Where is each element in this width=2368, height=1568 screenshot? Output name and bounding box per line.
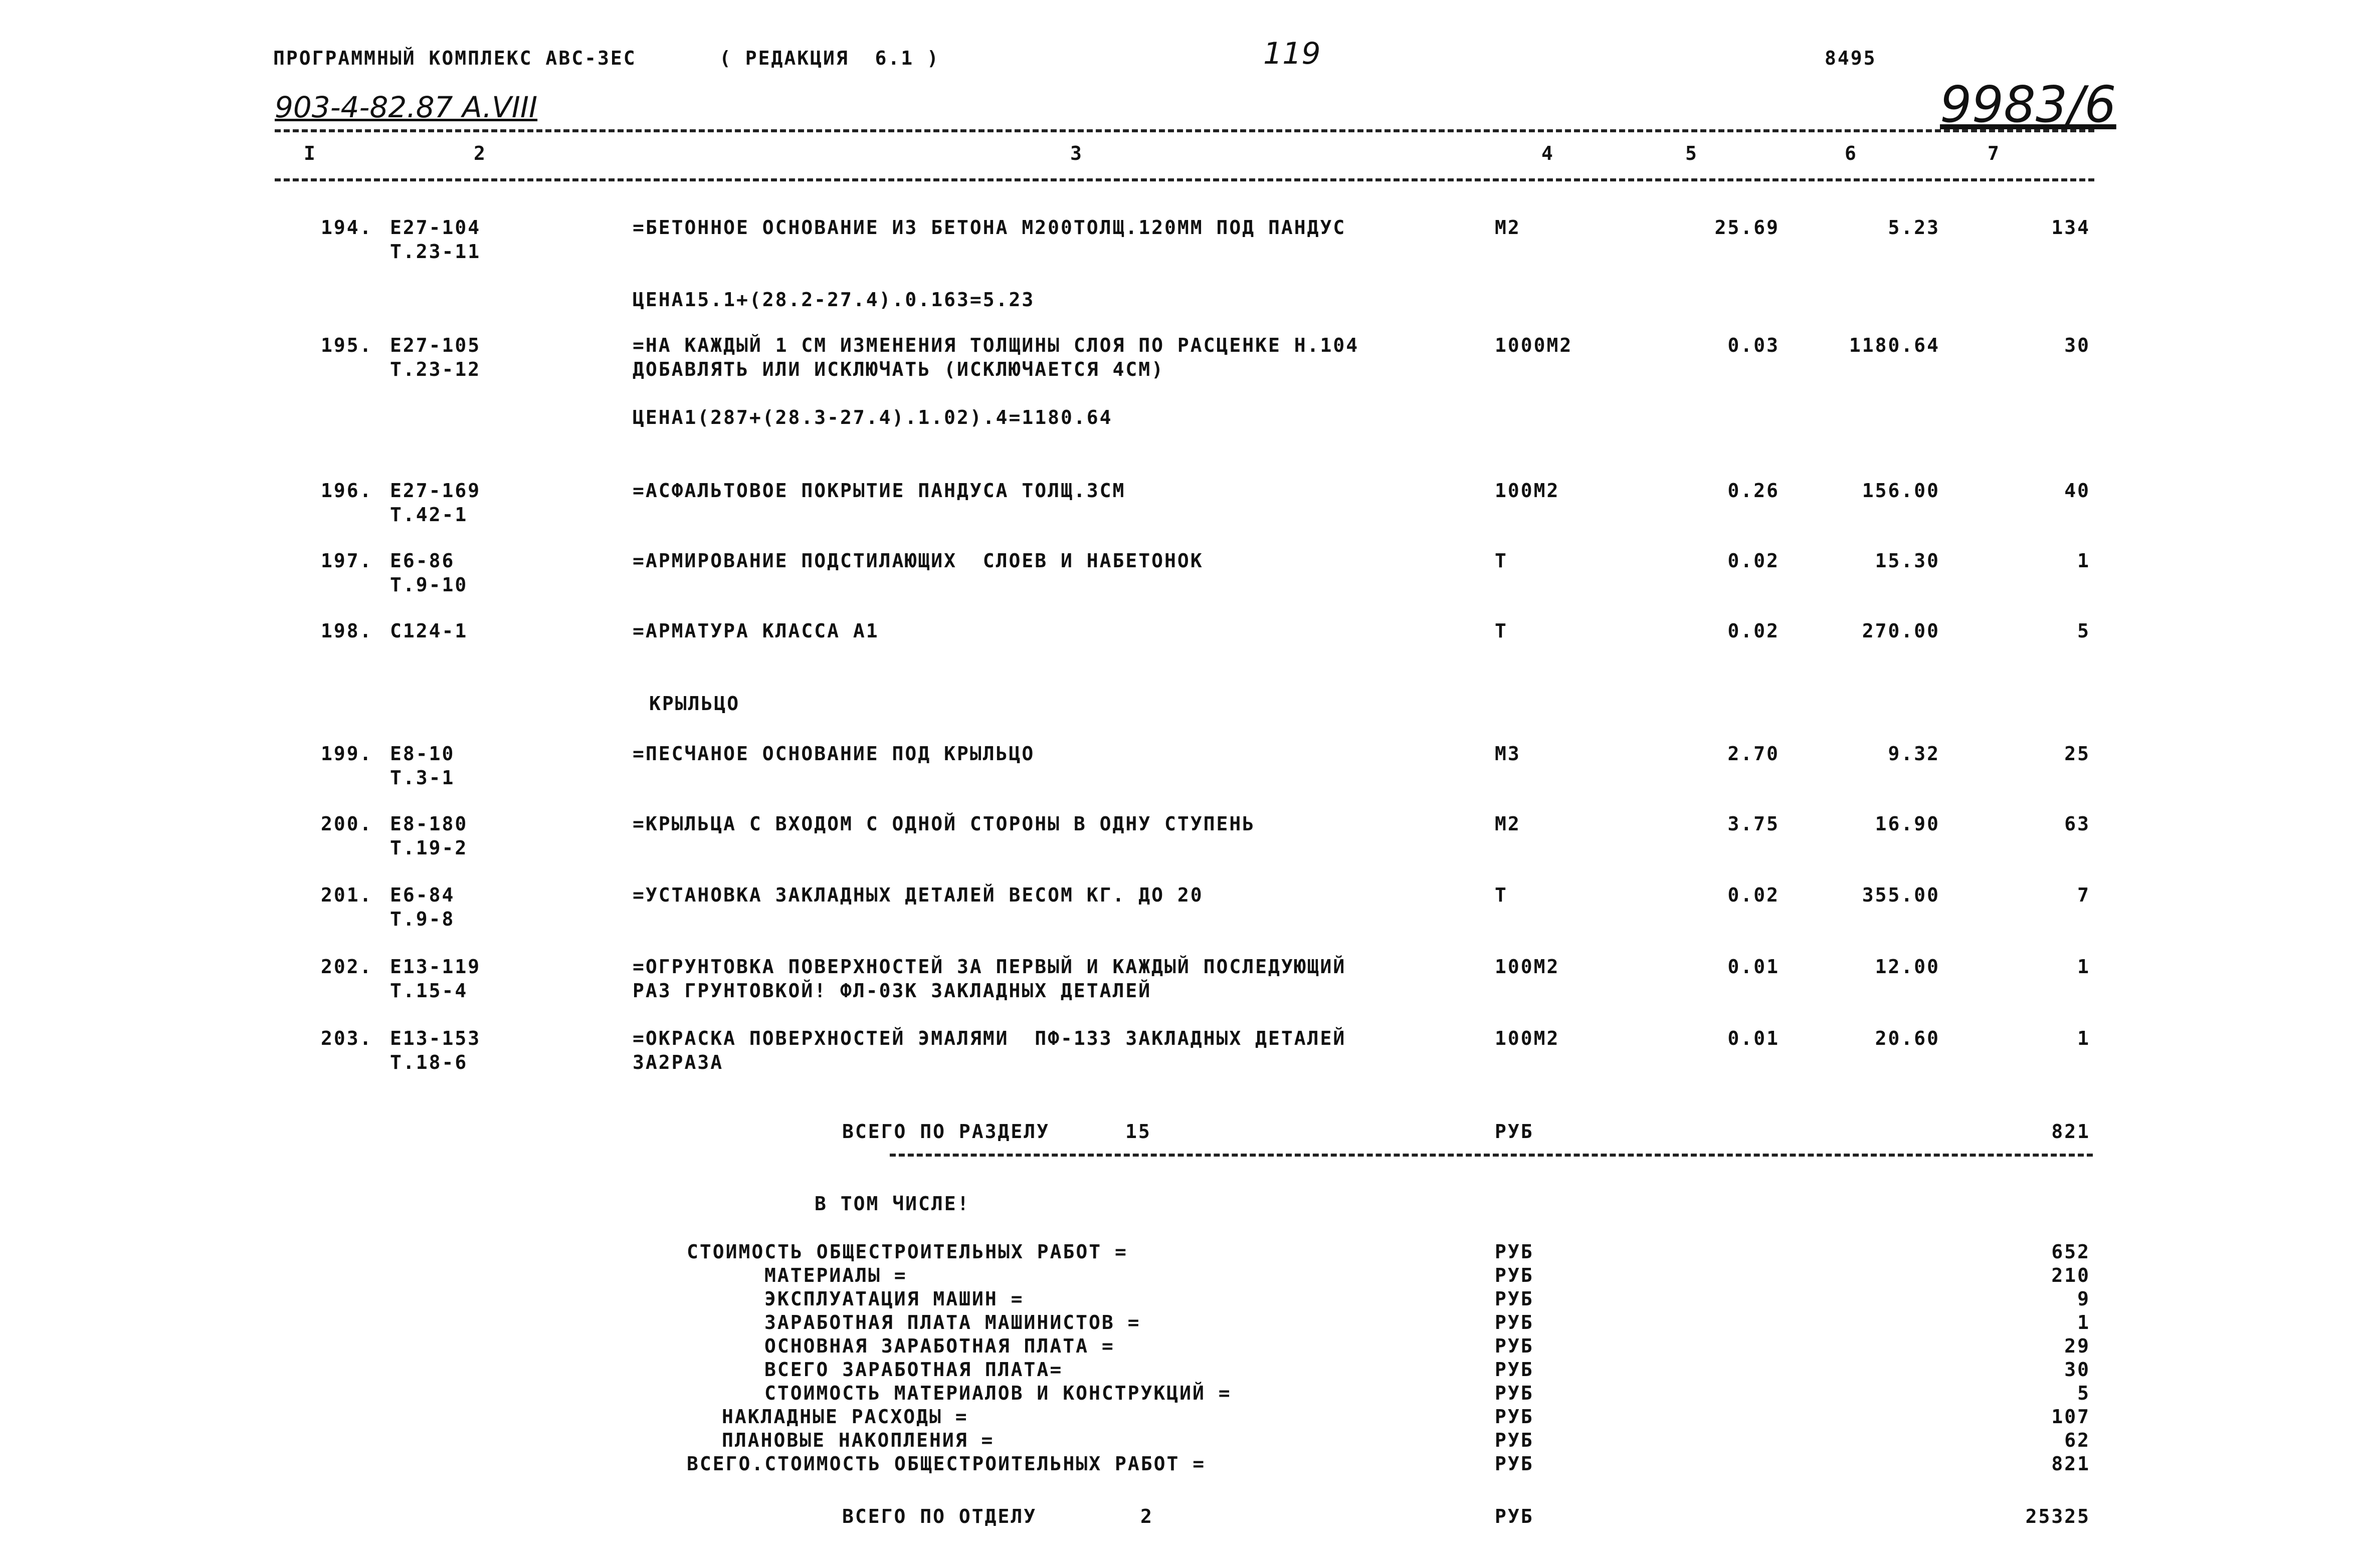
- row-quantity: 0.01: [1727, 1027, 1780, 1049]
- row-quantity: 3.75: [1727, 813, 1780, 835]
- row-number: 198.: [321, 620, 373, 642]
- breakdown-unit: РУБ: [1495, 1241, 1534, 1263]
- row-subcode: T.9-10: [390, 574, 468, 596]
- row-number: 203.: [321, 1027, 373, 1049]
- col-header-2: 2: [474, 142, 487, 164]
- row-quantity: 0.02: [1727, 884, 1780, 906]
- breakdown-unit: РУБ: [1495, 1264, 1534, 1286]
- row-total: 63: [2064, 813, 2090, 835]
- row-unit-price: 5.23: [1888, 216, 1940, 239]
- row-description-line: =ОГРУНТОВКА ПОВЕРХНОСТЕЙ ЗА ПЕРВЫЙ И КАЖДЫЙ ПОСЛЕДУЮЩИЙ: [633, 956, 1346, 978]
- program-title: ПРОГРАММНЫЙ КОМПЛЕКС АВС-3ЕС: [273, 47, 637, 69]
- row-description-line: РАЗ ГРУНТОВКОЙ! ФЛ-03К ЗАКЛАДНЫХ ДЕТАЛЕЙ: [633, 980, 1152, 1002]
- row-description-line: =КРЫЛЬЦА С ВХОДОМ С ОДНОЙ СТОРОНЫ В ОДНУ СТУПЕНЬ: [633, 813, 1256, 835]
- row-unit: T: [1495, 550, 1508, 572]
- row-code: E27-105: [390, 334, 481, 356]
- row-unit-price: 12.00: [1875, 956, 1940, 978]
- row-total: 1: [2077, 956, 2090, 978]
- row-description-line: ЦЕНА1(287+(28.3-27.4).1.02).4=1180.64: [633, 406, 1113, 428]
- breakdown-unit: РУБ: [1495, 1288, 1534, 1310]
- row-description-line: =ПЕСЧАНОЕ ОСНОВАНИЕ ПОД КРЫЛЬЦО: [633, 743, 1035, 765]
- row-number: 194.: [321, 216, 373, 239]
- col-header-3: 3: [1070, 142, 1083, 164]
- row-unit: 100M2: [1495, 480, 1560, 502]
- row-unit: 1000M2: [1495, 334, 1573, 356]
- breakdown-unit: РУБ: [1495, 1311, 1534, 1333]
- row-quantity: 0.01: [1727, 956, 1780, 978]
- row-unit-price: 16.90: [1875, 813, 1940, 835]
- department-total-number: 2: [1140, 1505, 1153, 1527]
- row-total: 40: [2064, 480, 2090, 502]
- breakdown-value: 29: [2064, 1335, 2090, 1357]
- col-header-5: 5: [1685, 142, 1698, 164]
- row-number: 199.: [321, 743, 373, 765]
- breakdown-label: ВСЕГО.СТОИМОСТЬ ОБЩЕСТРОИТЕЛЬНЫХ РАБОТ =: [687, 1453, 1206, 1475]
- row-subcode: T.42-1: [390, 504, 468, 526]
- breakdown-label: ПЛАНОВЫЕ НАКОПЛЕНИЯ =: [722, 1429, 995, 1451]
- breakdown-value: 107: [2051, 1406, 2090, 1428]
- breakdown-unit: РУБ: [1495, 1335, 1534, 1357]
- row-code: E27-169: [390, 480, 481, 502]
- breakdown-value: 30: [2064, 1359, 2090, 1381]
- row-description-line: =БЕТОННОЕ ОСНОВАНИЕ ИЗ БЕТОНА M200ТОЛЩ.120ММ ПОД ПАНДУС: [633, 216, 1346, 239]
- breakdown-value: 9: [2077, 1288, 2090, 1310]
- section-total-unit: РУБ: [1495, 1121, 1534, 1143]
- department-total-value: 25325: [2025, 1505, 2090, 1527]
- breakdown-value: 652: [2051, 1241, 2090, 1263]
- row-quantity: 2.70: [1727, 743, 1780, 765]
- row-subcode: T.9-8: [390, 908, 455, 930]
- row-code: E13-153: [390, 1027, 481, 1049]
- row-unit-price: 1180.64: [1849, 334, 1940, 356]
- row-quantity: 0.02: [1727, 550, 1780, 572]
- row-unit: T: [1495, 620, 1508, 642]
- row-number: 196.: [321, 480, 373, 502]
- row-total: 30: [2064, 334, 2090, 356]
- row-number: 201.: [321, 884, 373, 906]
- section-total-number: 15: [1125, 1121, 1151, 1143]
- breakdown-unit: РУБ: [1495, 1453, 1534, 1475]
- row-unit: M2: [1495, 216, 1521, 239]
- row-unit: M3: [1495, 743, 1521, 765]
- row-description-line: =УСТАНОВКА ЗАКЛАДНЫХ ДЕТАЛЕЙ ВЕСОМ КГ. ДО 20: [633, 884, 1204, 906]
- row-subcode: T.19-2: [390, 837, 468, 859]
- row-unit-price: 20.60: [1875, 1027, 1940, 1049]
- section-total-rule: [890, 1154, 2093, 1157]
- document-reference: 903-4-82.87 A.VIII: [275, 90, 538, 124]
- row-unit-price: 9.32: [1888, 743, 1940, 765]
- breakdown-label: ОСНОВНАЯ ЗАРАБОТНАЯ ПЛАТА =: [764, 1335, 1115, 1357]
- row-subcode: T.23-12: [390, 358, 481, 380]
- row-unit-price: 270.00: [1862, 620, 1940, 642]
- sheet-mark: 9983/6: [1940, 75, 2116, 134]
- breakdown-value: 62: [2064, 1429, 2090, 1451]
- row-code: E27-104: [390, 216, 481, 239]
- col-header-1: I: [304, 142, 317, 164]
- row-code: E8-10: [390, 743, 455, 765]
- row-unit: T: [1495, 884, 1508, 906]
- row-total: 7: [2077, 884, 2090, 906]
- breakdown-value: 210: [2051, 1264, 2090, 1286]
- breakdown-label: НАКЛАДНЫЕ РАСХОДЫ =: [722, 1406, 968, 1428]
- row-unit-price: 156.00: [1862, 480, 1940, 502]
- row-quantity: 0.02: [1727, 620, 1780, 642]
- breakdown-unit: РУБ: [1495, 1406, 1534, 1428]
- col-header-4: 4: [1541, 142, 1554, 164]
- in-that-number-label: В ТОМ ЧИСЛЕ!: [815, 1193, 970, 1215]
- row-code: C124-1: [390, 620, 468, 642]
- row-total: 1: [2077, 550, 2090, 572]
- section-total-label: ВСЕГО ПО РАЗДЕЛУ: [842, 1121, 1050, 1143]
- page-number: 119: [1263, 36, 1321, 71]
- row-total: 1: [2077, 1027, 2090, 1049]
- breakdown-label: ЗАРАБОТНАЯ ПЛАТА МАШИНИСТОВ =: [764, 1311, 1141, 1333]
- row-unit: 100M2: [1495, 1027, 1560, 1049]
- row-description-line: =ОКРАСКА ПОВЕРХНОСТЕЙ ЭМАЛЯМИ ПФ-133 ЗАКЛАДНЫХ ДЕТАЛЕЙ: [633, 1027, 1346, 1049]
- col-header-7: 7: [1988, 142, 2001, 164]
- row-subcode: T.15-4: [390, 980, 468, 1002]
- row-quantity: 25.69: [1714, 216, 1780, 239]
- header-rule-bottom: [275, 178, 2094, 181]
- breakdown-label: СТОИМОСТЬ ОБЩЕСТРОИТЕЛЬНЫХ РАБОТ =: [687, 1241, 1128, 1263]
- row-code: E8-180: [390, 813, 468, 835]
- row-subcode: T.23-11: [390, 241, 481, 263]
- row-number: 202.: [321, 956, 373, 978]
- row-description-line: =АРМИРОВАНИЕ ПОДСТИЛАЮЩИХ СЛОЕВ И НАБЕТОНОК: [633, 550, 1204, 572]
- row-code: E6-86: [390, 550, 455, 572]
- breakdown-label: МАТЕРИАЛЫ =: [764, 1264, 907, 1286]
- breakdown-label: ВСЕГО ЗАРАБОТНАЯ ПЛАТА=: [764, 1359, 1063, 1381]
- breakdown-label: ЭКСПЛУАТАЦИЯ МАШИН =: [764, 1288, 1024, 1310]
- breakdown-unit: РУБ: [1495, 1382, 1534, 1404]
- row-description-line: ЦЕНА15.1+(28.2-27.4).0.163=5.23: [633, 289, 1035, 311]
- document-code: 8495: [1825, 47, 1877, 69]
- breakdown-label: СТОИМОСТЬ МАТЕРИАЛОВ И КОНСТРУКЦИЙ =: [764, 1382, 1232, 1404]
- edition-label: ( РЕДАКЦИЯ 6.1 ): [719, 47, 940, 69]
- breakdown-value: 5: [2077, 1382, 2090, 1404]
- row-unit-price: 355.00: [1862, 884, 1940, 906]
- row-subcode: T.18-6: [390, 1051, 468, 1073]
- row-number: 197.: [321, 550, 373, 572]
- row-description-line: =АСФАЛЬТОВОЕ ПОКРЫТИЕ ПАНДУСА ТОЛЩ.3СМ: [633, 480, 1126, 502]
- breakdown-unit: РУБ: [1495, 1359, 1534, 1381]
- row-subcode: T.3-1: [390, 767, 455, 789]
- row-total: 134: [2051, 216, 2090, 239]
- row-unit: M2: [1495, 813, 1521, 835]
- row-description-line: ЗА2РАЗА: [633, 1051, 724, 1073]
- row-description-line: =АРМАТУРА КЛАССА А1: [633, 620, 879, 642]
- breakdown-value: 1: [2077, 1311, 2090, 1333]
- row-total: 25: [2064, 743, 2090, 765]
- subheading-porch: КРЫЛЬЦО: [649, 693, 740, 715]
- breakdown-value: 821: [2051, 1453, 2090, 1475]
- col-header-6: 6: [1845, 142, 1858, 164]
- row-code: E6-84: [390, 884, 455, 906]
- row-description-line: ДОБАВЛЯТЬ ИЛИ ИСКЛЮЧАТЬ (ИСКЛЮЧАЕТСЯ 4СМ): [633, 358, 1164, 380]
- section-total-value: 821: [2051, 1121, 2090, 1143]
- row-total: 5: [2077, 620, 2090, 642]
- row-number: 200.: [321, 813, 373, 835]
- breakdown-unit: РУБ: [1495, 1429, 1534, 1451]
- row-unit: 100M2: [1495, 956, 1560, 978]
- row-quantity: 0.03: [1727, 334, 1780, 356]
- row-unit-price: 15.30: [1875, 550, 1940, 572]
- row-code: E13-119: [390, 956, 481, 978]
- row-quantity: 0.26: [1727, 480, 1780, 502]
- department-total-label: ВСЕГО ПО ОТДЕЛУ: [842, 1505, 1037, 1527]
- row-description-line: =НА КАЖДЫЙ 1 СМ ИЗМЕНЕНИЯ ТОЛЩИНЫ СЛОЯ ПО РАСЦЕНКЕ Н.104: [633, 334, 1359, 356]
- header-rule-top: [275, 129, 2094, 132]
- row-number: 195.: [321, 334, 373, 356]
- department-total-unit: РУБ: [1495, 1505, 1534, 1527]
